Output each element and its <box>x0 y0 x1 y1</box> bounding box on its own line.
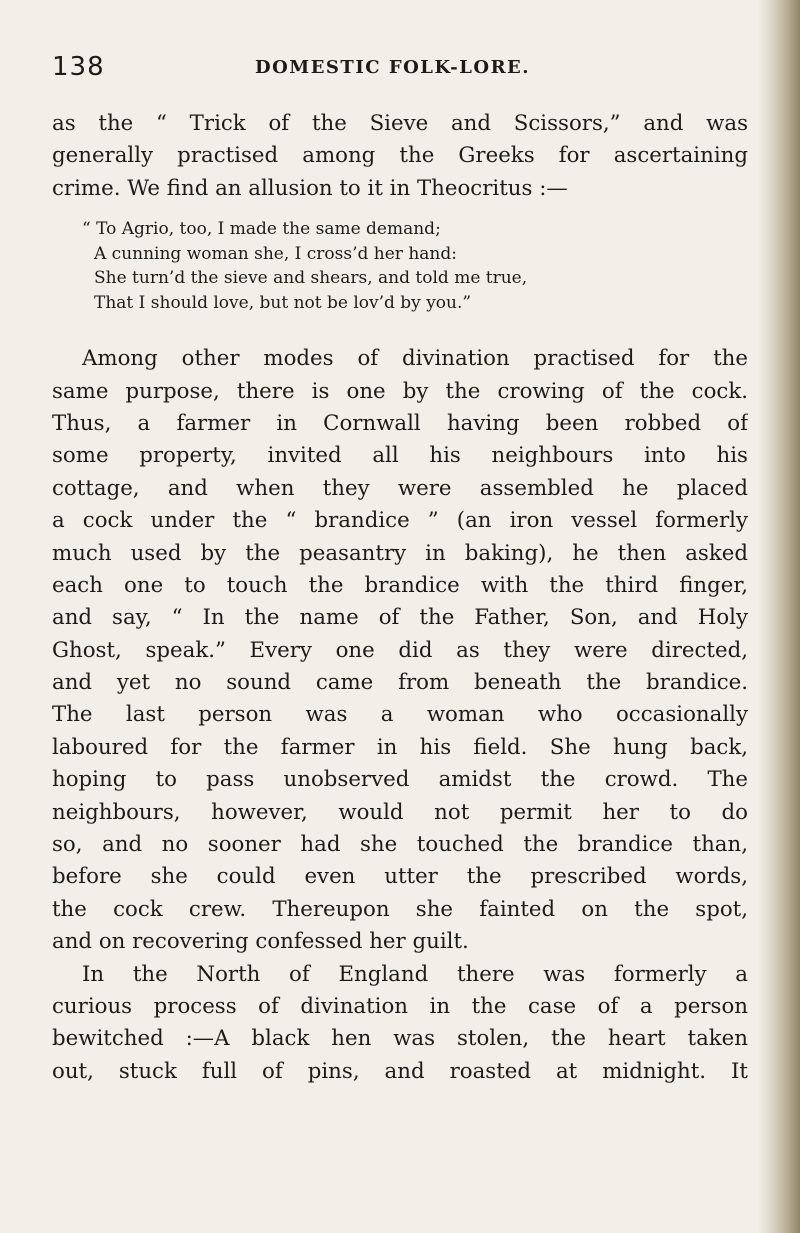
spacer <box>52 327 748 343</box>
text-line: out, stuck full of pins, and roasted at midnight. It <box>52 1058 748 1084</box>
text-line: and on recovering confessed her guilt. <box>52 929 469 955</box>
intro-paragraph <box>52 108 748 205</box>
text-line: neighbours, however, would not permit her to do <box>52 799 748 825</box>
text-line: some property, invited all his neighbours into his <box>52 443 748 469</box>
text-line: a cock under the “ brandice ” (an iron vessel formerly <box>52 508 748 534</box>
text-line: hoping to pass unobserved amidst the crowd. The <box>52 767 748 793</box>
text-line: In the North of England there was formerly a <box>82 961 748 987</box>
verse-line: A cunning woman she, I cross’d her hand: <box>94 243 457 264</box>
text-line: and say, “ In the name of the Father, Son, and Holy <box>52 605 748 631</box>
text-line: each one to touch the brandice with the third finger, <box>52 572 748 598</box>
paragraph-north-england <box>52 959 748 1089</box>
running-title: DOMESTIC FOLK-LORE. <box>255 57 531 78</box>
text-line: bewitched :—A black hen was stolen, the heart taken <box>52 1026 748 1052</box>
text-line: The last person was a woman who occasionally <box>52 702 748 728</box>
text-line: generally practised among the Greeks for ascertaining <box>52 143 748 169</box>
verse-quotation <box>82 217 748 315</box>
page-number: 138 <box>52 52 105 82</box>
body-text <box>52 108 748 1088</box>
page-header <box>52 52 742 92</box>
text-line: so, and no sooner had she touched the brandice than, <box>52 832 748 858</box>
text-line: cottage, and when they were assembled he placed <box>52 475 748 501</box>
text-line: same purpose, there is one by the crowing of the cock. <box>52 378 748 404</box>
text-line: crime. We find an allusion to it in Theocritus :— <box>52 175 568 201</box>
text-line: much used by the peasantry in baking), he then asked <box>52 540 748 566</box>
page-edge-shadow <box>758 0 800 1233</box>
text-line: Ghost, speak.” Every one did as they were directed, <box>52 637 748 663</box>
text-line: and yet no sound came from beneath the brandice. <box>52 670 748 696</box>
text-line: curious process of divination in the case of a person <box>52 993 748 1019</box>
text-line: laboured for the farmer in his field. She hung back, <box>52 734 748 760</box>
text-line: Thus, a farmer in Cornwall having been robbed of <box>52 410 748 436</box>
text-line: the cock crew. Thereupon she fainted on the spot, <box>52 896 748 922</box>
text-line: Among other modes of divination practised for the <box>82 346 748 372</box>
text-line: as the “ Trick of the Sieve and Scissors,” and was <box>52 111 748 136</box>
text-line: before she could even utter the prescribed words, <box>52 864 748 890</box>
verse-line: She turn’d the sieve and shears, and told me true, <box>94 268 528 289</box>
verse-line: “ To Agrio, too, I made the same demand; <box>82 219 441 240</box>
verse-line: That I should love, but not be lov’d by you.” <box>94 292 472 313</box>
paragraph-cock-divination <box>52 343 748 958</box>
